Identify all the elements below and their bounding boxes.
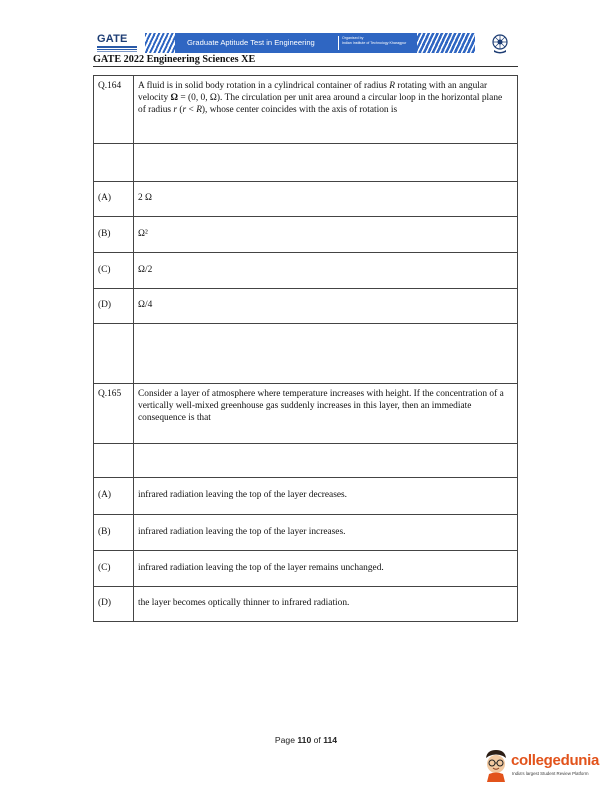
spacer-row — [94, 444, 518, 478]
mascot-icon — [481, 748, 511, 782]
gate-logo-rule — [97, 49, 137, 50]
option-label: (D) — [94, 587, 134, 622]
option-label: (D) — [94, 289, 134, 324]
option-text: infrared radiation leaving the top of the layer decreases. — [134, 478, 518, 515]
banner-divider — [338, 36, 339, 50]
question-text: A fluid is in solid body rotation in a cylindrical container of radius R rotating with an angular velocity Ω = (0, 0, Ω). The circulation per unit area around a circular loop in the horizontal plane of radius r (r < R), whose center coincides with the axis of rotation is — [134, 76, 518, 144]
question-text: Consider a layer of atmosphere where temperature increases with height. If the concentration of a vertically well-mixed greenhouse gas suddenly increases in this layer, then an immediate consequence is that — [134, 384, 518, 444]
option-row — [94, 551, 518, 587]
collegedunia-logo[interactable] — [481, 748, 609, 784]
document-title: GATE 2022 Engineering Sciences XE — [93, 54, 256, 65]
option-text: infrared radiation leaving the top of the layer remains unchanged. — [134, 551, 518, 587]
spacer-row — [94, 144, 518, 182]
gate-logo-rule — [97, 46, 137, 48]
organizer-line2: Indian Institute of Technology Kharagpur — [342, 41, 407, 45]
option-label: (C) — [94, 253, 134, 289]
page-current: 110 — [297, 735, 312, 745]
question-number: Q.165 — [94, 384, 134, 444]
iit-emblem-icon — [489, 32, 511, 54]
option-text: the layer becomes optically thinner to infrared radiation. — [134, 587, 518, 622]
banner-title: Graduate Aptitude Test in Engineering — [187, 38, 315, 47]
option-row — [94, 289, 518, 324]
question-number: Q.164 — [94, 76, 134, 144]
page-prefix: Page — [274, 735, 295, 745]
header-rule — [93, 66, 518, 67]
question-table — [93, 75, 518, 622]
page-number — [0, 735, 612, 745]
question-row — [94, 384, 518, 444]
option-label: (B) — [94, 217, 134, 253]
header-banner — [145, 33, 475, 53]
option-row — [94, 587, 518, 622]
gate-logo-text: GATE — [97, 33, 128, 45]
option-label: (B) — [94, 515, 134, 551]
option-row — [94, 478, 518, 515]
option-row — [94, 217, 518, 253]
brand-tagline: India's largest Student Review Platform — [512, 771, 589, 776]
page-of: of — [313, 735, 321, 745]
option-label: (C) — [94, 551, 134, 587]
option-row — [94, 515, 518, 551]
option-text: infrared radiation leaving the top of the layer increases. — [134, 515, 518, 551]
banner-stripes — [417, 33, 475, 53]
question-row — [94, 76, 518, 144]
banner-organizer — [342, 36, 406, 46]
page-header — [93, 32, 518, 54]
option-text: Ω/2 — [134, 253, 518, 289]
gate-logo-rule — [97, 51, 137, 52]
spacer-row — [94, 324, 518, 384]
option-label: (A) — [94, 182, 134, 217]
option-text: 2 Ω — [134, 182, 518, 217]
gate-logo — [93, 32, 143, 54]
option-text: Ω² — [134, 217, 518, 253]
brand-name: collegedunia — [511, 752, 600, 769]
organizer-line1: Organised by — [342, 36, 364, 40]
option-label: (A) — [94, 478, 134, 515]
option-row — [94, 182, 518, 217]
option-text: Ω/4 — [134, 289, 518, 324]
option-row — [94, 253, 518, 289]
page-total: 114 — [323, 735, 338, 745]
